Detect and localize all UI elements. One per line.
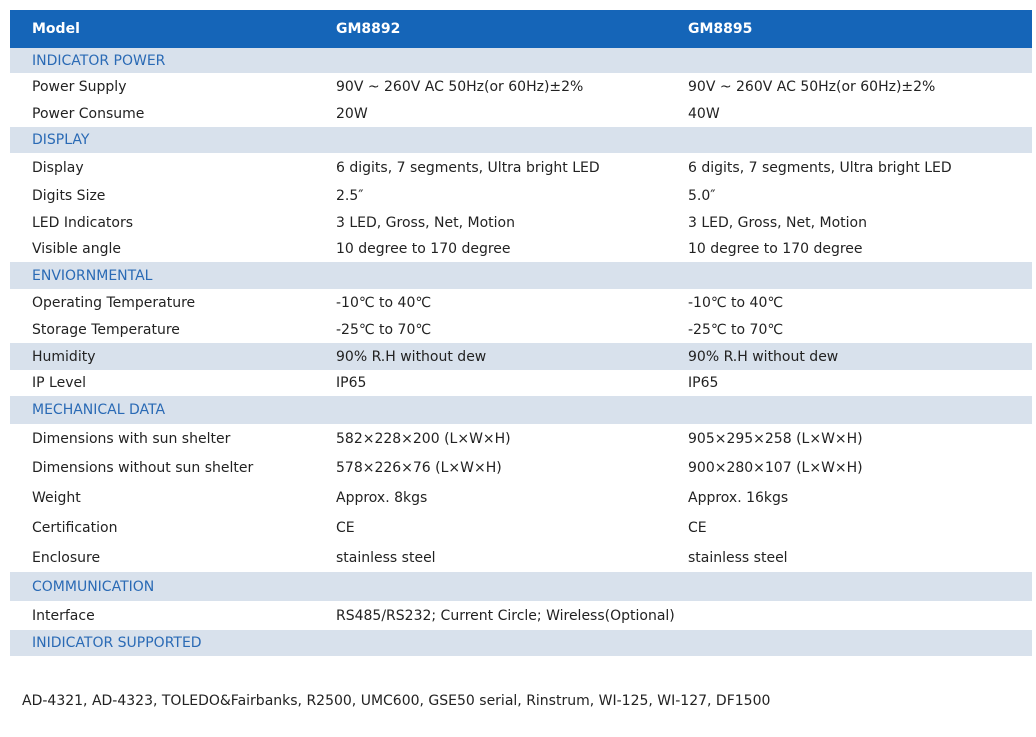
row-label: Humidity — [32, 348, 96, 365]
header-gm8892: GM8892 — [336, 21, 401, 37]
table-row — [10, 73, 1032, 100]
table-row — [10, 153, 1032, 182]
row-label: Dimensions without sun shelter — [32, 460, 254, 476]
section-title: INIDICATOR SUPPORTED — [32, 635, 202, 651]
row-label: Enclosure — [32, 549, 101, 566]
row-value-gm8895: 90V ~ 260V AC 50Hz(or 60Hz)±2% — [688, 78, 936, 95]
table-row — [10, 483, 1032, 513]
row-label: Digits Size — [32, 187, 106, 204]
row-value-gm8895: -25℃ to 70℃ — [688, 321, 784, 338]
row-value-gm8892: 6 digits, 7 segments, Ultra bright LED — [336, 159, 600, 176]
row-label: IP Level — [32, 375, 86, 391]
row-label: Interface — [32, 607, 95, 624]
row-value-gm8895: IP65 — [688, 375, 719, 391]
section-title: COMMUNICATION — [32, 578, 155, 595]
row-label: Power Consume — [32, 105, 145, 122]
row-value-gm8892: 90V ~ 260V AC 50Hz(or 60Hz)±2% — [336, 78, 584, 95]
row-label: Weight — [32, 490, 81, 506]
table-row — [10, 453, 1032, 483]
table-row — [10, 289, 1032, 316]
row-label: Visible angle — [32, 241, 122, 257]
section-environmental — [10, 262, 1032, 289]
section-indicator-power — [10, 48, 1032, 73]
section-display — [10, 127, 1032, 153]
row-value-gm8892: 578×226×76 (L×W×H) — [336, 460, 502, 476]
row-label: Power Supply — [32, 78, 127, 95]
row-value-gm8895: 90% R.H without dew — [688, 348, 839, 365]
row-label: Storage Temperature — [32, 321, 180, 338]
row-label: Dimensions with sun shelter — [32, 430, 231, 447]
table-row — [10, 370, 1032, 396]
row-value-gm8892: IP65 — [336, 375, 367, 391]
table-row — [10, 236, 1032, 262]
section-title: ENVIORNMENTAL — [32, 267, 153, 284]
row-value-gm8892: stainless steel — [336, 549, 436, 566]
row-value-gm8895: 6 digits, 7 segments, Ultra bright LED — [688, 159, 952, 176]
section-title: INDICATOR POWER — [32, 52, 166, 69]
row-value-gm8895: Approx. 16kgs — [688, 490, 789, 506]
supported-indicators-list: AD-4321, AD-4323, TOLEDO&Fairbanks, R2500, UMC600, GSE50 serial, Rinstrum, WI-125, WI-127, DF1500 — [22, 693, 771, 709]
row-value-gm8895: 10 degree to 170 degree — [688, 241, 863, 257]
row-value-gm8895: stainless steel — [688, 549, 788, 566]
section-communication — [10, 572, 1032, 601]
table-row — [10, 513, 1032, 543]
section-mechanical-data — [10, 396, 1032, 424]
row-value-gm8892: -10℃ to 40℃ — [336, 294, 432, 311]
row-label: Certification — [32, 520, 118, 536]
row-value-gm8895: 3 LED, Gross, Net, Motion — [688, 214, 867, 231]
section-title: DISPLAY — [32, 132, 90, 148]
row-value-gm8892: 3 LED, Gross, Net, Motion — [336, 214, 515, 231]
row-value-gm8892: -25℃ to 70℃ — [336, 321, 432, 338]
table-row — [10, 100, 1032, 127]
row-value-gm8892: 10 degree to 170 degree — [336, 241, 511, 257]
table-row — [10, 601, 1032, 630]
section-indicator-supported — [10, 630, 1032, 656]
table-row — [10, 424, 1032, 453]
row-value-gm8892: 582×228×200 (L×W×H) — [336, 430, 511, 447]
row-label: LED Indicators — [32, 214, 134, 231]
header-gm8895: GM8895 — [688, 21, 753, 37]
row-value-gm8895: 5.0″ — [688, 187, 716, 204]
section-title: MECHANICAL DATA — [32, 402, 166, 418]
header-model-label: Model — [32, 21, 80, 37]
row-label: Operating Temperature — [32, 294, 196, 311]
row-value-gm8892: 20W — [336, 105, 368, 122]
row-value-gm8895: CE — [688, 520, 707, 536]
row-value-gm8895: -10℃ to 40℃ — [688, 294, 784, 311]
table-row — [10, 543, 1032, 572]
table-row — [10, 343, 1032, 370]
table-row — [10, 316, 1032, 343]
spec-table — [10, 10, 1032, 656]
row-value-gm8892: CE — [336, 520, 355, 536]
row-value-gm8895: 905×295×258 (L×W×H) — [688, 430, 863, 447]
table-row — [10, 209, 1032, 236]
row-value-shared: RS485/RS232; Current Circle; Wireless(Optional) — [336, 607, 675, 624]
row-value-gm8895: 900×280×107 (L×W×H) — [688, 460, 863, 476]
table-header — [10, 10, 1032, 48]
table-row — [10, 182, 1032, 209]
row-value-gm8892: Approx. 8kgs — [336, 490, 428, 506]
row-value-gm8892: 90% R.H without dew — [336, 348, 487, 365]
row-value-gm8895: 40W — [688, 105, 720, 122]
row-label: Display — [32, 159, 84, 176]
row-value-gm8892: 2.5″ — [336, 187, 364, 204]
